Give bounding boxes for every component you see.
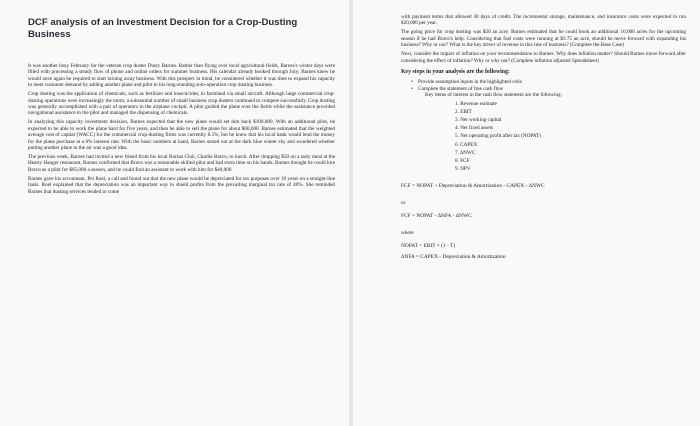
where-text: where	[401, 230, 414, 237]
list-item: 9. NPV	[455, 166, 471, 173]
list-item: • Provide assumption inputs in the highlighted cells	[411, 79, 686, 86]
steps-list	[411, 79, 686, 92]
formula-nopat: NOPAT = EBIT × (1 - T)	[401, 243, 456, 250]
formula-fcf: FCF = NOPAT + Depreciation & Amortization - CAPEX - ΔNWC	[401, 183, 545, 190]
paragraph: Next, consider the impact of inflation on your recommendation to Barnes. Why does inflation matter? Should Barnes move forward after considering the effect of inflation? Why or why not? (Complete inflation adjusted Spreadsheet)	[401, 51, 686, 64]
paragraph: In analyzing this capacity investment decision, Barnes expected that the new plane would set him back $100,000. With an additional pilot, he expected to be able to work the plane hard for five years, and then be able to sell the plane for about $60,000. Barnes estimated that the weighted average cost of capital (WACC) for the commercial crop-dusting firms was currently 8.5%, but he knew that his local bank would lend the money for the plane purchase at a 6% interest rate. With the basic numbers at hand, Barnes stared out at the dark blue winter sky and wondered whether putting another plane in the air was a good idea.	[28, 119, 335, 152]
list-item: 6. CAPEX	[455, 141, 478, 148]
or-text: or	[401, 200, 406, 207]
list-item: • Complete the statement of free cash flow	[411, 86, 686, 93]
list-item: 5. Net operating profit after tax (NOPAT)	[455, 133, 541, 140]
list-item: 3. Net working capital	[455, 117, 502, 124]
list-item: 2. EBIT	[455, 108, 472, 115]
document-title: DCF analysis of an Investment Decision for a Crop-Dusting Business	[28, 17, 298, 40]
steps-heading: Key steps in your analysis are the following:	[401, 69, 510, 76]
list-item: 7. ΔNWC	[455, 149, 476, 156]
list-item: 1. Revenue estimate	[455, 100, 497, 107]
paragraph: Crop dusting was the application of chemicals, such as fertilizer and insecticides, to farmland via small aircraft. Although large commercial crop-dusting operations were increasingly the norm, a substantial number of small business crop dusters continued to compete successfully. Crop dusting was generally accomplished with a pair of operators in the airplane cockpit. A pilot guided the plane over the fields while the assistance provided navigational assistance to the pilot and managed the dispensing of chemicals.	[28, 91, 335, 117]
items-intro: Key items of interest in the cash flow statement are the following:	[425, 92, 562, 99]
formula-nfa: ΔNFA = CAPEX - Depreciation & Amortization	[401, 254, 506, 261]
paragraph: It was another busy February for the veteran crop duster Dusty Barnes. Rather than flying over local agricultural fields, Barnes's winter days were filled with processing a steady flow of phone and online orders for summer business. His calendar already booked through July; Barnes knew he would once again be required to start turning away business. With this prospect in mind, he considered whether it was time to expand his capacity to meet customer demand by adding another plane and pilot to his long-standing solo-operation crop dusting business.	[28, 63, 335, 89]
cash-flow-items-list	[455, 100, 686, 174]
paragraph: Barnes gave his accountant, Pei Roel, a call and found out that the new plane would be depreciated for tax purposes over 10 years on a straight-line basis. Roel explained that the depreciation was an important way to shield profits from the prevailing marginal tax rate of 40%. She reminded Barnes that dusting services tended to come	[28, 175, 335, 195]
paragraph: The going price for crop dusting was $20 an acre. Barnes estimated that he could book an additional 10,000 acres for the upcoming season if he had Bravo's help. Considering that fuel costs were running at $3.75 an acre, should he move forward with expanding his business? Why or not? What is the key driver of revenue in this line of business? (Complete the Base Case)	[401, 29, 686, 49]
list-item: 8. FCF	[455, 158, 470, 165]
paragraph: The previous week, Barnes had invited a new friend from his local Rurian Club, Charlie Bravo, to lunch. After dropping $50 on a tasty meal at the Hearty Hanger restaurant, Barnes confirmed that Bravo was a reasonable skilled pilot and had extra time on his hands. Barnes thought he could hire Bravo as a pilot for $85,000 a season, and he could find an assistant to work with him for $40,000.	[28, 154, 335, 173]
left-page	[0, 0, 349, 426]
right-page	[353, 0, 700, 426]
paragraph: with payment terms that allowed 30 days of credit. The incremental storage, maintenance, and insurance costs were expected to run $20,000 per year.	[401, 14, 686, 27]
list-item: 4. Net fixed assets	[455, 125, 494, 132]
formula-fcf-alt: FCF = NOPAT - ΔNFA - ΔNWC	[401, 213, 472, 220]
